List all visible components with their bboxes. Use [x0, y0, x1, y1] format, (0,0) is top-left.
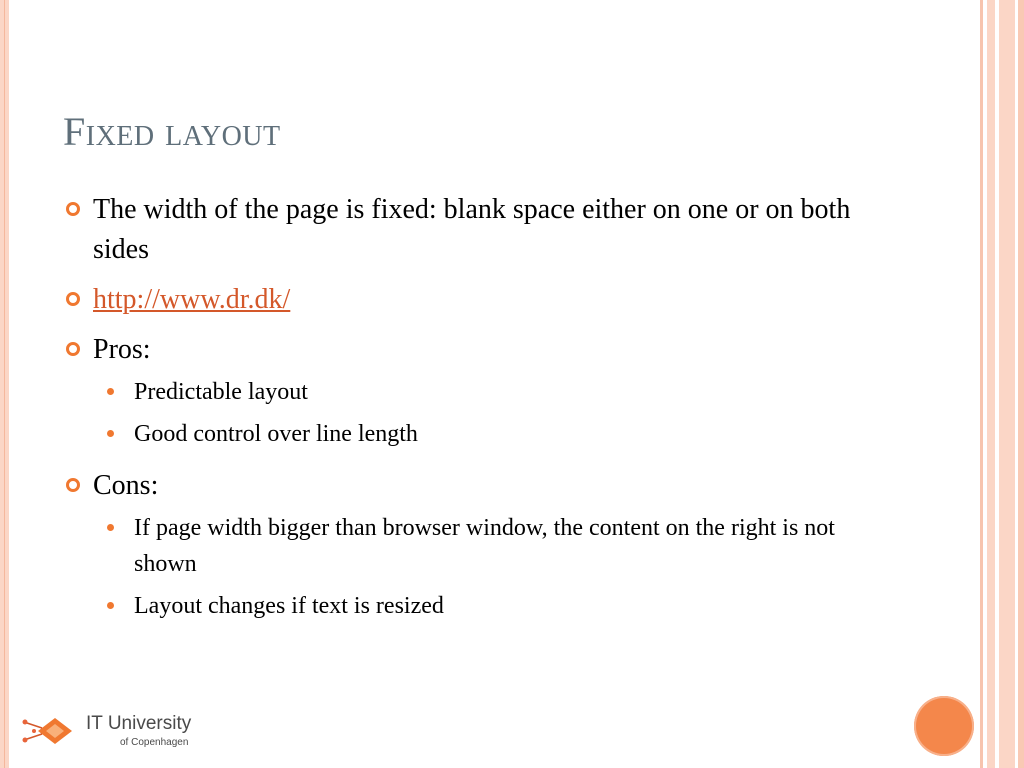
sub-bullet-text: Predictable layout: [134, 379, 308, 405]
ring-bullet-icon: [66, 292, 80, 306]
bullet-text: Cons:: [93, 470, 159, 501]
bullet-item: [66, 280, 886, 320]
sub-bullet-item: [66, 416, 886, 452]
sub-bullet-item: [66, 588, 886, 624]
sub-bullet-item: [66, 374, 886, 410]
bullet-item: [66, 466, 886, 506]
dot-bullet-icon: [107, 524, 114, 531]
dot-bullet-icon: [107, 602, 114, 609]
logo-mark: [23, 718, 73, 744]
logo-subtitle: of Copenhagen: [120, 737, 189, 748]
corner-circle-decoration: [914, 696, 974, 756]
right-border-stripe: [987, 0, 995, 768]
bullet-item: [66, 330, 886, 370]
slide-title: Fixed layout: [63, 109, 281, 154]
bullet-text: The width of the page is fixed: blank space either on one or on both sides: [93, 194, 851, 265]
logo-name: IT University: [86, 713, 192, 734]
ring-bullet-icon: [66, 202, 80, 216]
left-border-stripe: [0, 0, 9, 768]
bullet-item: [66, 190, 886, 270]
dr-link[interactable]: http://www.dr.dk/: [93, 284, 291, 315]
dot-bullet-icon: [107, 388, 114, 395]
right-border-stripe: [999, 0, 1015, 768]
sub-bullet-text: Layout changes if text is resized: [134, 593, 444, 619]
ring-bullet-icon: [66, 342, 80, 356]
right-border-stripe: [1018, 0, 1024, 768]
sub-bullet-text: If page width bigger than browser window, the content on the right is not shown: [134, 515, 835, 577]
sub-bullet-text: Good control over line length: [134, 421, 418, 447]
bullet-text: Pros:: [93, 334, 151, 365]
sub-bullet-item: [66, 510, 886, 582]
slide-content: [66, 190, 886, 630]
dot-bullet-icon: [107, 430, 114, 437]
ring-bullet-icon: [66, 478, 80, 492]
right-border-stripe: [980, 0, 983, 768]
